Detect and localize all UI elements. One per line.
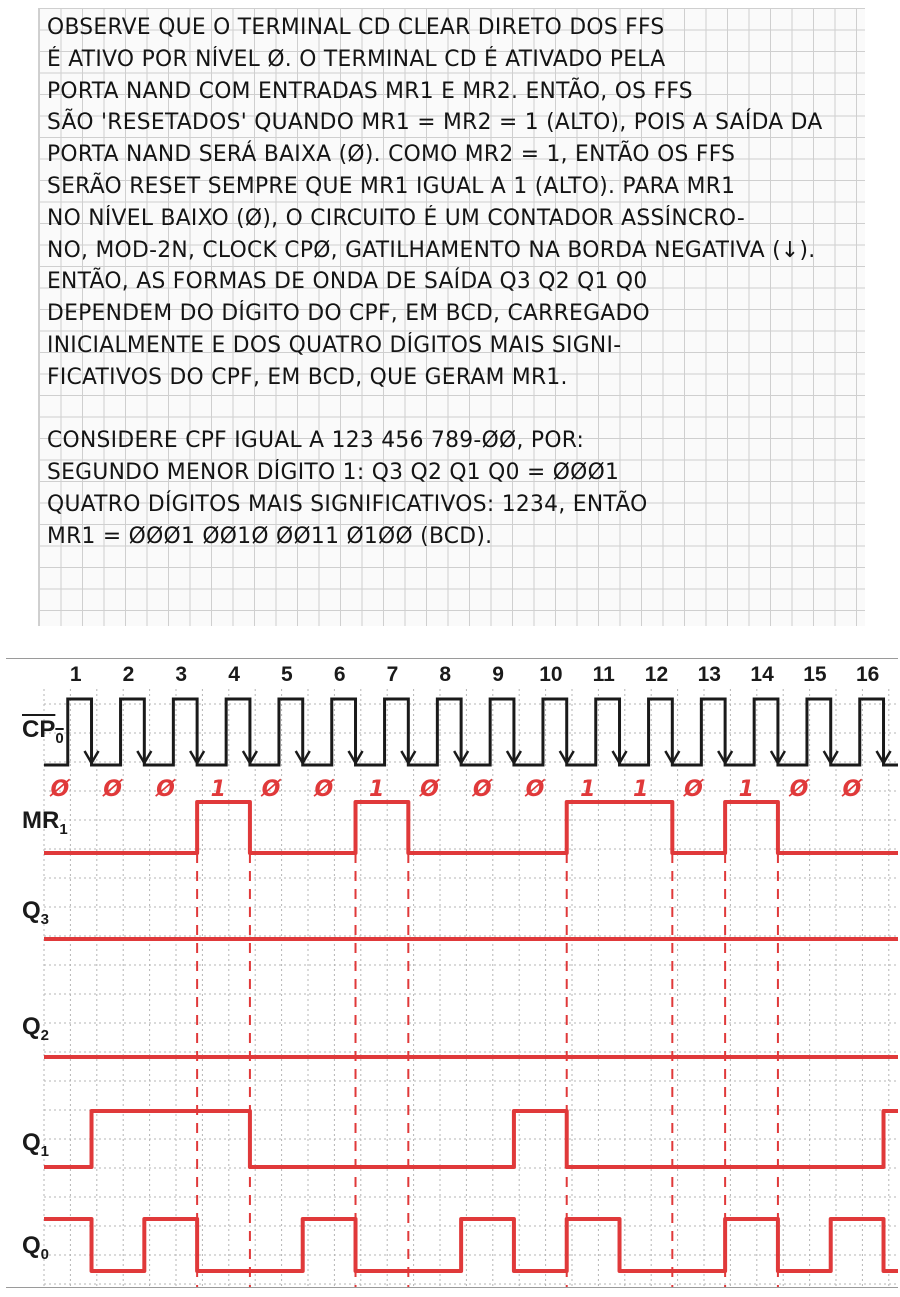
clock-number: 8	[439, 663, 452, 686]
mr1-bit-mark: Ø	[103, 777, 122, 802]
paragraph-gap	[47, 394, 861, 426]
note-line: NO, MOD-2N, CLOCK CPØ, GATILHAMENTO NA BORDA NEGATIVA (↓).	[47, 237, 816, 263]
clock-number: 3	[175, 663, 188, 686]
note-line: SÃO 'RESETADOS' QUANDO MR1 = MR2 = 1 (ALTO), POIS A SAÍDA DA	[47, 110, 823, 136]
signal-label-mr1: $MR_1$	[22, 807, 68, 838]
note-line: ENTÃO, AS FORMAS DE ONDA DE SAÍDA Q3 Q2 Q1 Q0	[47, 269, 648, 295]
note-line: PORTA NAND COM ENTRADAS MR1 E MR2. ENTÃO, OS FFS	[47, 78, 693, 104]
clock-number: 14	[750, 663, 774, 686]
signal-label-cp0: $CP_0$	[22, 716, 64, 747]
note-line: QUATRO DÍGITOS MAIS SIGNIFICATIVOS: 1234, ENTÃO	[47, 491, 648, 517]
note-line: INICIALMENTE E DOS QUATRO DÍGITOS MAIS SIGNI-	[47, 332, 622, 358]
mr1-bit-mark: Ø	[420, 777, 439, 802]
mr1-bit-mark: Ø	[261, 777, 281, 802]
clock-waveform	[44, 699, 898, 765]
note-line: PORTA NAND SERÁ BAIXA (Ø). COMO MR2 = 1, ENTÃO OS FFS	[47, 142, 736, 168]
note-line: É ATIVO POR NÍVEL Ø. O TERMINAL CD É ATIVADO PELA	[47, 46, 666, 72]
signal-label-q0: $Q_0$	[22, 1232, 50, 1263]
mr1-bit-mark: Ø	[156, 777, 175, 802]
handwritten-notes	[38, 8, 865, 626]
clock-number: 7	[386, 663, 399, 686]
clock-number: 16	[855, 663, 880, 686]
mr1-bit-mark: Ø	[472, 777, 492, 802]
note-line: MR1 = ØØØ1 ØØ1Ø ØØ11 Ø1ØØ (BCD).	[47, 523, 493, 549]
clock-number: 9	[492, 663, 504, 686]
signal-label-q1: $Q_1$	[22, 1129, 50, 1160]
note-line: SEGUNDO MENOR DÍGITO 1: Q3 Q2 Q1 Q0 = ØØØ1	[47, 460, 620, 486]
q0-waveform	[44, 1219, 898, 1271]
note-line: NO NÍVEL BAIXO (Ø), O CIRCUITO É UM CONTADOR ASSÍNCRO-	[47, 205, 746, 231]
clock-number: 4	[228, 663, 240, 686]
mr1-bit-mark: Ø	[789, 777, 809, 802]
clock-number: 1	[69, 663, 82, 686]
mr1-bit-mark: 1	[580, 777, 596, 802]
mr1-bit-mark: 1	[632, 777, 649, 802]
notes-paragraph-1	[47, 12, 861, 553]
note-line: SERÃO RESET SEMPRE QUE MR1 IGUAL A 1 (ALTO). PARA MR1	[47, 173, 736, 199]
mr1-bit-mark: Ø	[50, 777, 70, 802]
clock-number: 2	[122, 663, 135, 686]
timing-diagram	[6, 658, 898, 1288]
clock-number: 5	[281, 663, 293, 686]
mr1-bit-mark: Ø	[842, 777, 862, 802]
mr1-bit-mark: 1	[738, 777, 754, 802]
clock-number: 10	[539, 663, 563, 686]
mr1-waveform	[44, 802, 898, 853]
mr1-bit-mark: 1	[368, 777, 385, 802]
signal-label-q2: $Q_2$	[22, 1013, 50, 1044]
note-line: OBSERVE QUE O TERMINAL CD CLEAR DIRETO DOS FFS	[47, 15, 665, 40]
signal-label-q3: $Q_3$	[22, 897, 50, 928]
clock-number: 15	[803, 663, 827, 686]
note-line: DEPENDEM DO DÍGITO DO CPF, EM BCD, CARREGADO	[47, 301, 650, 327]
clock-number: 6	[333, 663, 346, 686]
mr1-bit-mark: Ø	[525, 777, 545, 802]
clock-number: 12	[644, 663, 669, 686]
note-line: CONSIDERE CPF IGUAL A 123 456 789-ØØ, POR:	[47, 428, 585, 454]
mr1-bit-mark: Ø	[684, 777, 703, 802]
mr1-bit-mark: Ø	[314, 777, 334, 802]
mr1-bit-mark: 1	[210, 777, 226, 802]
timing-svg	[6, 659, 898, 1287]
note-line: FICATIVOS DO CPF, EM BCD, QUE GERAM MR1.	[47, 364, 568, 390]
clock-number: 11	[592, 663, 615, 686]
clock-number: 13	[697, 663, 721, 686]
